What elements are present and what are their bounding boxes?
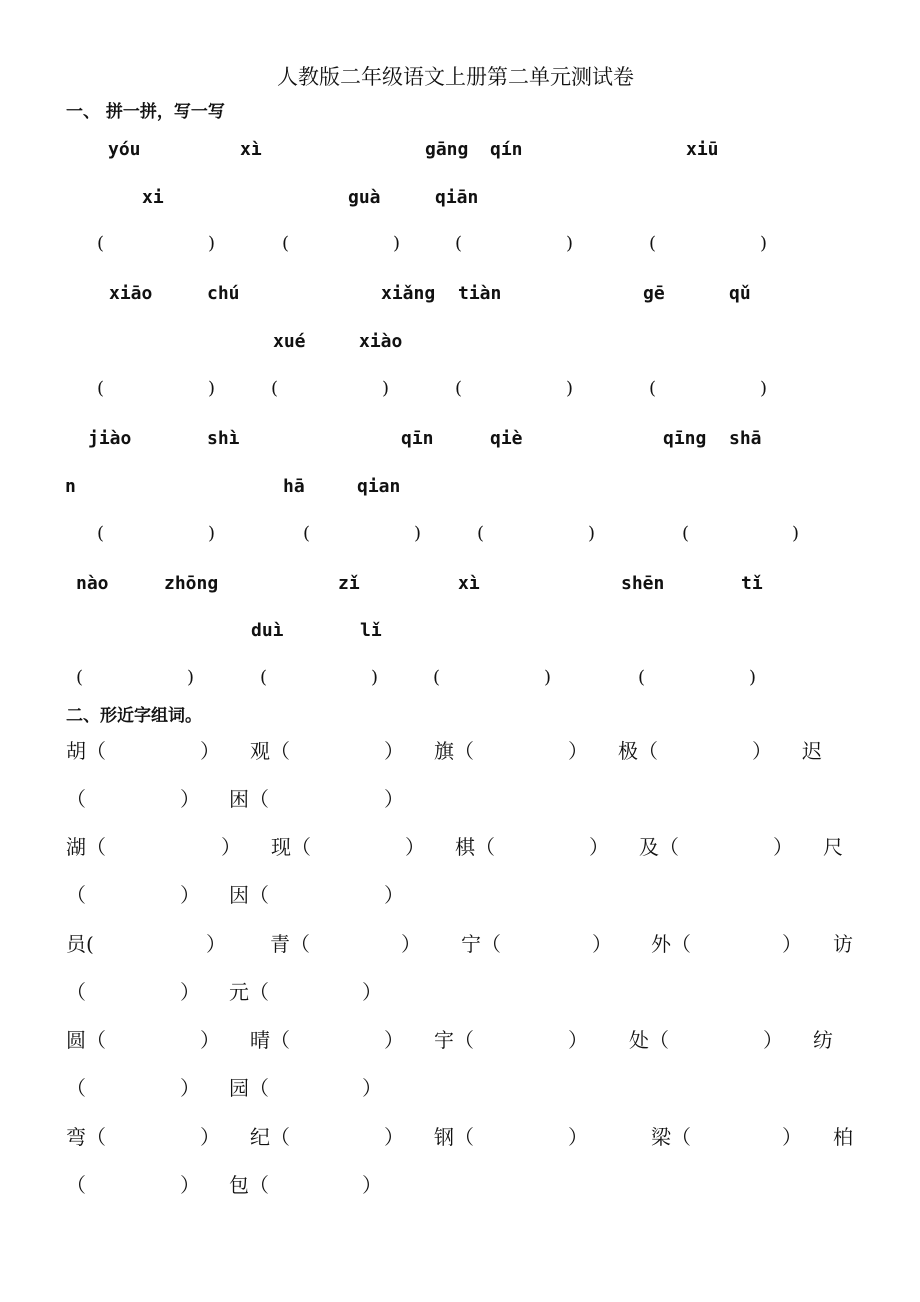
pinyin-syllable: qín [490,139,523,160]
pinyin-syllable: tǐ [741,573,763,594]
pinyin-syllable: lǐ [360,620,382,641]
pinyin-syllable: gē [643,283,665,304]
char-item: ） [384,1125,404,1149]
char-item: 梁（ [651,1125,691,1149]
pinyin-syllable: xiāo [109,283,153,304]
char-item: ） [384,883,404,907]
char-item: 青（ [270,932,310,956]
answer-blank-paren: ) [566,378,574,399]
char-item: ） [592,932,612,956]
answer-blank-paren: ) [187,667,195,688]
answer-blank-paren: ) [566,233,574,254]
char-item: ） [180,1173,200,1197]
char-item: ） [401,932,421,956]
answer-blank-paren: ( [477,523,485,544]
char-item: 现（ [271,835,311,859]
char-item: ） [568,1125,588,1149]
pinyin-syllable: xiào [359,331,403,352]
answer-blank-paren: ) [208,233,216,254]
char-item: ） [782,1125,802,1149]
answer-blank-paren: ( [97,523,105,544]
pinyin-syllable: xiū [686,139,719,160]
answer-blank-paren: ) [208,523,216,544]
answer-blank-paren: ) [371,667,379,688]
char-item: 纪（ [250,1125,290,1149]
char-item: 湖（ [66,835,106,859]
pinyin-syllable: qǔ [729,283,751,304]
char-item: 包（ [229,1173,269,1197]
char-item: ） [200,1125,220,1149]
char-item: ） [568,1028,588,1052]
answer-blank-paren: ( [260,667,268,688]
pinyin-syllable: shì [207,428,240,449]
pinyin-syllable: zǐ [338,573,360,594]
char-item: 宁（ [461,932,501,956]
char-item: 晴（ [250,1028,290,1052]
char-item: ） [384,787,404,811]
char-item: ） [180,980,200,1004]
pinyin-syllable: shēn [621,573,665,594]
answer-blank-paren: ( [282,233,290,254]
char-item: 纺 [813,1028,833,1052]
char-item: 圆（ [66,1028,106,1052]
pinyin-syllable: qiān [435,187,479,208]
char-item: 外（ [651,932,691,956]
char-item: 访 [833,932,853,956]
char-item: ） [200,739,220,763]
pinyin-syllable: shā [729,428,762,449]
char-item: 及（ [639,835,679,859]
answer-blank-paren: ( [455,233,463,254]
answer-blank-paren: ) [544,667,552,688]
page-title: 人教版二年级语文上册第二单元测试卷 [277,65,634,89]
char-item: （ [66,787,86,811]
answer-blank-paren: ( [303,523,311,544]
char-item: 因（ [229,883,269,907]
char-item: 困（ [229,787,269,811]
pinyin-syllable: tiàn [458,283,502,304]
char-item: 钢（ [434,1125,474,1149]
char-item: ） [568,739,588,763]
answer-blank-paren: ( [97,233,105,254]
pinyin-syllable: xi [142,187,164,208]
answer-blank-paren: ( [649,233,657,254]
char-item: 元（ [229,980,269,1004]
char-item: ） [180,1076,200,1100]
char-item: （ [66,1173,86,1197]
pinyin-syllable: guà [348,187,381,208]
pinyin-syllable: gāng [425,139,469,160]
answer-blank-paren: ( [638,667,646,688]
char-item: ） [782,932,802,956]
section-1-heading: 一、 拼一拼，写一写 [66,102,225,122]
answer-blank-paren: ) [208,378,216,399]
char-item: 园（ [229,1076,269,1100]
char-item: 处（ [629,1028,669,1052]
char-item: 宇（ [434,1028,474,1052]
char-item: ） [362,980,382,1004]
answer-blank-paren: ( [433,667,441,688]
char-item: 柏 [833,1125,853,1149]
char-item: ） [362,1173,382,1197]
char-item: ） [180,883,200,907]
answer-blank-paren: ) [749,667,757,688]
pinyin-syllable: nào [76,573,109,594]
char-item: 胡（ [66,739,106,763]
answer-blank-paren: ( [271,378,279,399]
char-item: （ [66,980,86,1004]
section-2-heading: 二、形近字组词。 [66,706,202,726]
pinyin-syllable: qiè [490,428,523,449]
pinyin-syllable: n [65,476,76,497]
char-item: ） [589,835,609,859]
answer-blank-paren: ) [760,233,768,254]
answer-blank-paren: ( [649,378,657,399]
answer-blank-paren: ) [393,233,401,254]
char-item: 迟 [802,739,822,763]
answer-blank-paren: ) [414,523,422,544]
char-item: 观（ [250,739,290,763]
pinyin-syllable: jiào [88,428,132,449]
pinyin-syllable: hā [283,476,305,497]
char-item: 旗（ [434,739,474,763]
answer-blank-paren: ( [682,523,690,544]
char-item: 尺 [823,835,843,859]
pinyin-syllable: xiǎng [381,283,436,304]
answer-blank-paren: ) [760,378,768,399]
char-item: ） [763,1028,783,1052]
pinyin-syllable: qian [357,476,401,497]
char-item: ） [180,787,200,811]
char-item: （ [66,1076,86,1100]
answer-blank-paren: ) [792,523,800,544]
pinyin-syllable: qīn [401,428,434,449]
char-item: ） [200,1028,220,1052]
pinyin-syllable: duì [251,620,284,641]
answer-blank-paren: ( [455,378,463,399]
answer-blank-paren: ( [97,378,105,399]
pinyin-syllable: chú [207,283,240,304]
char-item: ） [384,1028,404,1052]
char-item: ） [362,1076,382,1100]
char-item: ） [773,835,793,859]
char-item: 极（ [618,739,658,763]
answer-blank-paren: ( [76,667,84,688]
char-item: ） [206,932,226,956]
char-item: 员( [66,932,94,956]
char-item: ） [752,739,772,763]
char-item: 棋（ [455,835,495,859]
pinyin-syllable: xì [458,573,480,594]
pinyin-syllable: yóu [108,139,141,160]
answer-blank-paren: ) [588,523,596,544]
char-item: 弯（ [66,1125,106,1149]
pinyin-syllable: xì [240,139,262,160]
char-item: （ [66,883,86,907]
answer-blank-paren: ) [382,378,390,399]
pinyin-syllable: zhōng [164,573,219,594]
char-item: ） [384,739,404,763]
pinyin-syllable: xué [273,331,306,352]
pinyin-syllable: qīng [663,428,707,449]
char-item: ） [221,835,241,859]
char-item: ） [405,835,425,859]
